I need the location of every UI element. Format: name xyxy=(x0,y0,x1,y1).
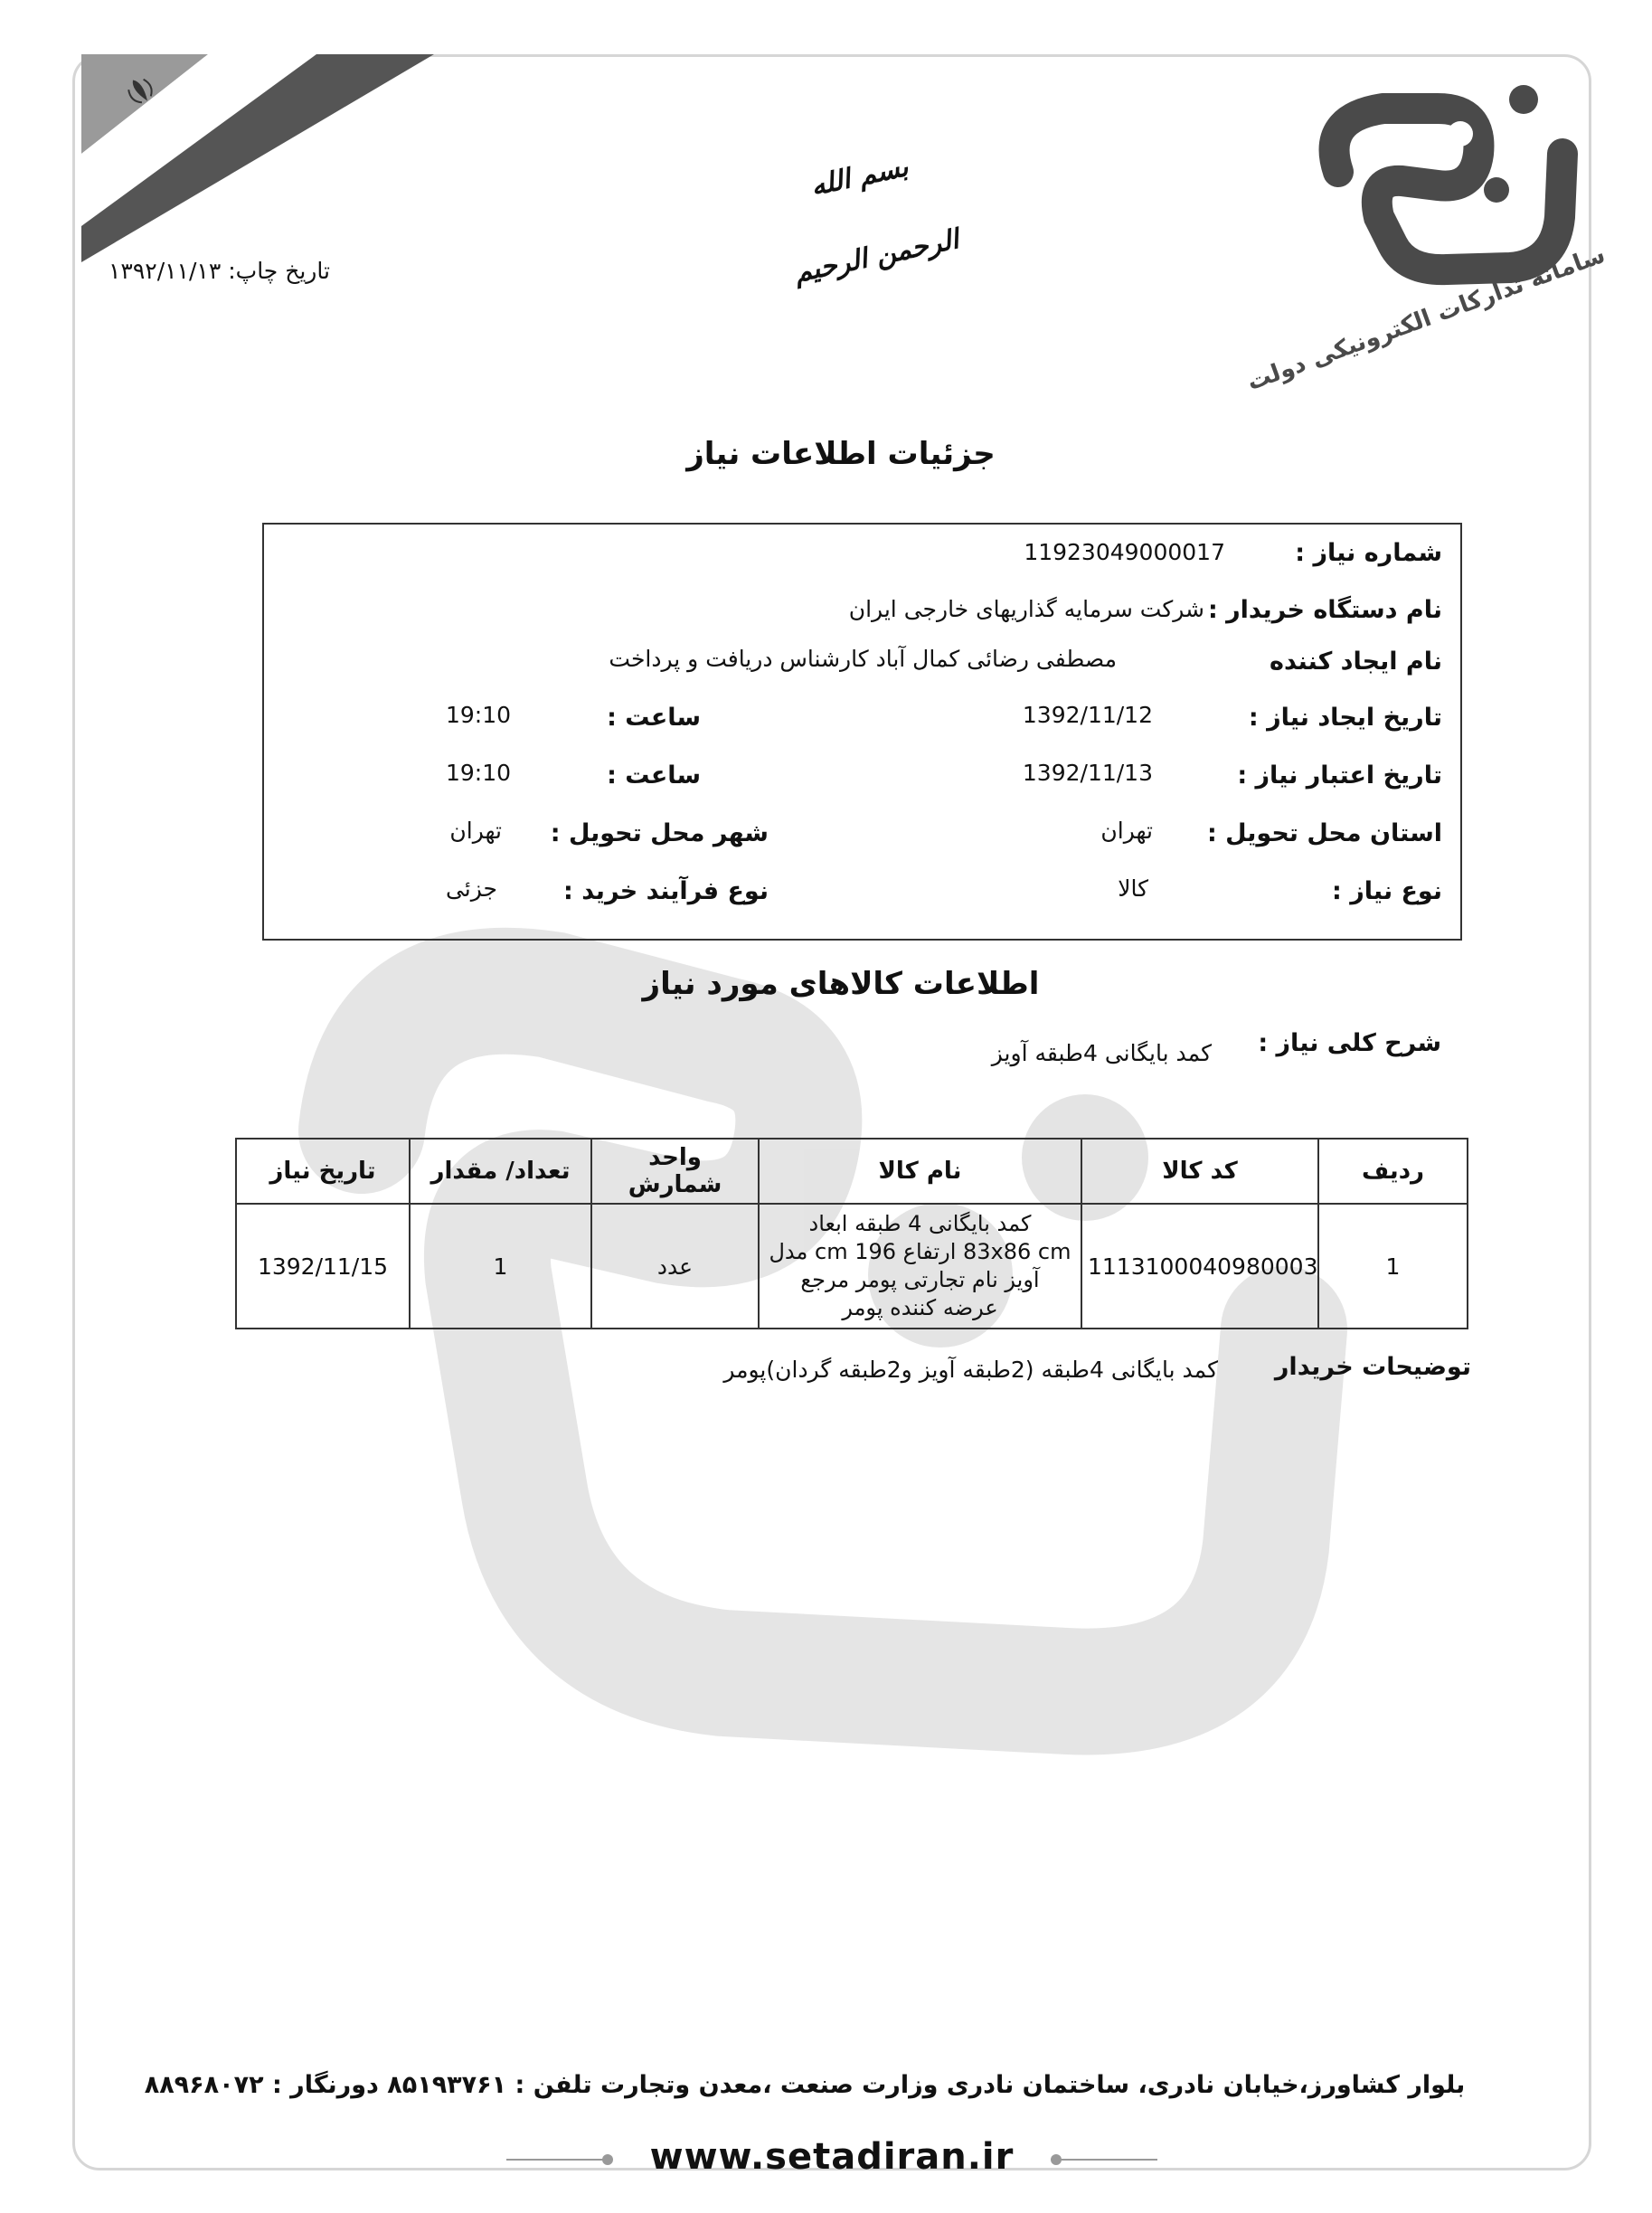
province-value: تهران xyxy=(1100,818,1153,844)
table-header-row xyxy=(236,1139,1468,1204)
city-value: تهران xyxy=(449,818,502,844)
table-row xyxy=(236,1204,1468,1329)
website-link[interactable]: www.setadiran.ir xyxy=(649,2136,1015,2178)
basmala xyxy=(778,136,962,289)
cell-name-line: آویز نام تجارتی پومر مرجع xyxy=(800,1267,1040,1292)
valid-time-value: 19:10 xyxy=(445,760,511,786)
print-date xyxy=(109,258,488,284)
cell-qty: 1 xyxy=(410,1204,591,1329)
print-date-value: ۱۳۹۲/۱۱/۱۳ xyxy=(109,258,222,284)
col-header-qty: تعداد/ مقدار xyxy=(410,1139,591,1204)
goods-table xyxy=(235,1138,1468,1329)
cell-date: 1392/11/15 xyxy=(236,1204,410,1329)
process-type-label: نوع فرآیند خرید : xyxy=(563,877,769,905)
need-type-label: نوع نیاز : xyxy=(1332,877,1442,905)
buyer-notes-label: توضیحات خریدار xyxy=(1274,1353,1471,1381)
page-title: جزئیات اطلاعات نیاز xyxy=(686,436,996,472)
print-date-label: تاریخ چاپ: xyxy=(228,258,330,284)
cell-row-number: 1 xyxy=(1318,1204,1468,1329)
need-number-label: شماره نیاز : xyxy=(1295,539,1442,567)
footer-divider-right xyxy=(1049,2151,1157,2169)
col-header-code: کد کالا xyxy=(1081,1139,1318,1204)
valid-date-label: تاریخ اعتبار نیاز : xyxy=(1237,761,1442,790)
creator-label: نام ایجاد کننده xyxy=(1270,648,1442,676)
basmala-text: بسم الله الرحمن الرحیم xyxy=(791,151,962,289)
logo-text: سامانه تدارکات الکترونیکی دولت xyxy=(1243,241,1610,397)
col-header-name: نام کالا xyxy=(759,1139,1081,1204)
created-time-value: 19:10 xyxy=(445,702,511,728)
cell-name-line: 83x86 cm ارتفاع 196 cm مدل xyxy=(769,1239,1071,1264)
cell-unit: عدد xyxy=(591,1204,759,1329)
process-type-value: جزئی xyxy=(445,875,497,902)
col-header-unit: واحد شمارش xyxy=(591,1139,759,1204)
valid-time-label: ساعت : xyxy=(607,761,701,790)
goods-section-title: اطلاعات کالاهای مورد نیاز xyxy=(642,966,1040,1002)
buyer-value: شرکت سرمایه گذاریهای خارجی ایران xyxy=(848,596,1204,622)
col-header-row-number: ردیف xyxy=(1318,1139,1468,1204)
city-label: شهر محل تحویل : xyxy=(550,819,769,847)
cell-name xyxy=(759,1204,1081,1329)
buyer-label: نام دستگاه خریدار : xyxy=(1207,596,1442,624)
footer-divider-left xyxy=(506,2151,615,2169)
setad-logo xyxy=(1243,63,1610,397)
buyer-notes-value: کمد بایگانی 4طبقه (2طبقه آویز و2طبقه گردان)پومر xyxy=(723,1357,1218,1383)
footer-address: بلوار کشاورز،خیابان نادری، ساختمان نادری وزارت صنعت ،معدن وتجارت تلفن : ۸۵۱۹۳۷۶۱ دورنگار : ۸۸۹۶۸۰۷۲ xyxy=(144,2071,1466,2099)
general-desc-label: شرح کلی نیاز : xyxy=(1258,1029,1441,1057)
valid-date-value: 1392/11/13 xyxy=(1022,760,1153,786)
cell-name-line: کمد بایگانی 4 طبقه ابعاد xyxy=(808,1211,1032,1236)
province-label: استان محل تحویل : xyxy=(1206,819,1442,847)
need-type-value: کالا xyxy=(1118,875,1148,902)
col-header-date: تاریخ نیاز xyxy=(236,1139,410,1204)
created-date-label: تاریخ ایجاد نیاز : xyxy=(1248,704,1442,732)
need-number-value: 11923049000017 xyxy=(1024,539,1225,565)
created-date-value: 1392/11/12 xyxy=(1022,702,1153,728)
flag-ribbon xyxy=(72,54,434,262)
general-desc-value: کمد بایگانی 4طبقه آویز xyxy=(991,1040,1212,1066)
cell-name-line: عرضه کننده پومر xyxy=(842,1295,998,1320)
cell-code: 1113100040980003 xyxy=(1081,1204,1318,1329)
created-time-label: ساعت : xyxy=(607,704,701,732)
creator-value: مصطفی رضائی کمال آباد کارشناس دریافت و پرداخت xyxy=(609,646,1117,672)
info-box xyxy=(262,523,1462,941)
